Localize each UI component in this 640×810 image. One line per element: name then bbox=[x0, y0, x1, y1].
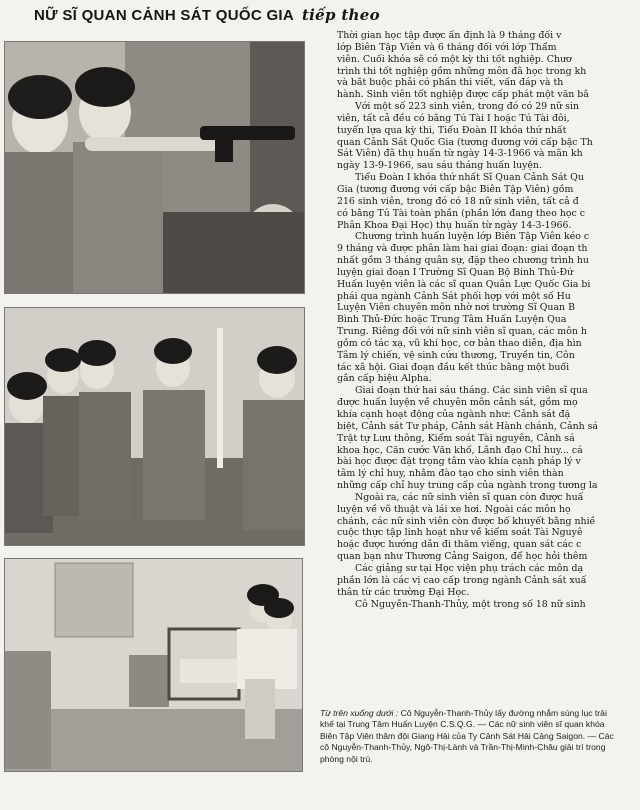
article-line: hoặc được hướng dẫn đi thăm viếng, quan sát các c bbox=[337, 539, 582, 551]
article-line: Gia (tương đương với cấp bậc Biên Tập Viên) gồm bbox=[337, 183, 574, 195]
article-line: Phân Khoa Đại Học) thụ huấn từ ngày 14-3-1966. bbox=[337, 219, 572, 231]
article-line: Cô Nguyễn-Thanh-Thủy, một trong số 18 nữ sinh bbox=[355, 598, 586, 610]
article-line: viên, tất cả đều có bằng Tú Tài I hoặc Tú Tài đôi, bbox=[337, 112, 570, 124]
article-line: bài học được đặt trọng tâm vào khía cạnh pháp lý v bbox=[337, 456, 581, 468]
article-line: phái qua ngành Cảnh Sát phối hợp với một số Hu bbox=[337, 290, 571, 302]
article-line: 9 tháng và được phân làm hai giai đoạn: giai đoạn th bbox=[337, 243, 588, 255]
article-line: luyện về võ thuật và lái xe hơi. Ngoài các môn họ bbox=[337, 503, 571, 515]
article-line: có bằng Tú Tài toàn phần (phần lớn đang theo học c bbox=[337, 207, 585, 219]
article-line: Bình Thủ-Đức hoặc Trung Tâm Huấn Luyện Qua bbox=[337, 314, 567, 326]
article-line: Chương trình huấn luyện lớp Biên Tập Viên kéo c bbox=[355, 231, 590, 243]
article-line: Ngoài ra, các nữ sinh viên sĩ quan còn được huấ bbox=[355, 491, 584, 503]
article-line: và bắt buộc phải có phần thi viết, vấn đáp và th bbox=[337, 77, 564, 89]
article-line: thân từ các trường Đại Học. bbox=[337, 586, 470, 598]
photo-pistol-training bbox=[4, 41, 305, 294]
article-line: Trật tự Lưu thông, Kiểm soát Tài nguyên, Cảnh sá bbox=[337, 432, 575, 444]
article-line: gắn cấp hiệu Alpha. bbox=[337, 373, 432, 385]
article-line: ngày 13-9-1966, sau sáu tháng huấn luyện. bbox=[337, 160, 542, 172]
article-line: được huấn luyện về chuyên môn cảnh sát, gồm mọ bbox=[337, 397, 578, 409]
article-line: Giai đoạn thứ hai sáu tháng. Các sinh viên sĩ qua bbox=[355, 385, 588, 397]
article-line: cuộc thực tập linh hoạt như về kiểm soát Tài Nguyê bbox=[337, 527, 583, 539]
article-line: tuyển lựa qua kỳ thi, Tiểu Đoàn II khóa thứ nhất bbox=[337, 124, 567, 136]
article-line: nhất gồm 3 tháng quân sự, đặp theo chương trình hu bbox=[337, 255, 589, 267]
article-line: lớp Biên Tập Viên và 6 tháng đối với lớp Thẩm bbox=[337, 41, 557, 53]
article-line: gồm có tác xạ, vũ khí học, cơ bản thao diễn, địa hìn bbox=[337, 337, 582, 349]
article-line: biệt, Cảnh sát Tư pháp, Cảnh sát Hành chánh, Cảnh sá bbox=[337, 420, 599, 432]
article-line: quan Cảnh Sát Quốc Gia (tương đương với cấp bậc Th bbox=[337, 136, 593, 148]
page-header bbox=[34, 6, 380, 24]
photo-dormitory bbox=[4, 558, 303, 772]
article-line: 216 sinh viên, trong đó có 18 nữ sinh viên, tất cả đ bbox=[337, 195, 579, 207]
article-line: Thời gian học tập được ấn định là 9 tháng đối v bbox=[337, 30, 562, 41]
article-line: quan bạn như Thương Cảng Saigon, để học hỏi thêm bbox=[337, 551, 588, 563]
article-line: Tâm lý chiến, vệ sinh cứu thương, Truyền tin, Côn bbox=[337, 349, 575, 361]
article-body bbox=[337, 30, 622, 610]
article-line: khoa học, Căn cước Văn khố, Lãnh đạo Chỉ huy... cá bbox=[337, 444, 583, 456]
article-line: viên. Cuối khóa sẽ có một kỳ thi tốt nghiệp. Chươ bbox=[337, 53, 572, 65]
article-line: khía cạnh hoạt động của ngành như: Cảnh sát đặ bbox=[337, 409, 571, 420]
article-line: những cấp chỉ huy trung cấp của ngành trong tương la bbox=[337, 480, 598, 492]
article-line: chánh, các nữ sinh viên còn được bố khuyết bằng nhiề bbox=[337, 515, 596, 527]
photo-caption bbox=[320, 708, 622, 765]
article-line: phần lớn là các vị cao cấp trong ngành Cảnh sát xuấ bbox=[337, 574, 587, 586]
article-line: tâm lý chỉ huy, nhằm đào tạo cho sinh viên thàn bbox=[337, 468, 564, 480]
article-line: hành. Sinh viên tốt nghiệp được cấp phát một văn bằ bbox=[337, 89, 589, 101]
article-subtitle: tiếp theo bbox=[301, 6, 380, 24]
article-line: Với một số 223 sinh viên, trong đó có 29 nữ sin bbox=[355, 101, 580, 113]
article-line: Huấn luyện viên là các sĩ quan Quân Lực Quốc Gia bi bbox=[337, 278, 591, 290]
caption-lead: Từ trên xuống dưới : bbox=[320, 708, 399, 718]
article-line: Các giảng sư tại Học viện phụ trách các môn dạ bbox=[355, 562, 584, 574]
article-line: Sát Viên) đã thụ huấn từ ngày 14-3-1966 và mãn kh bbox=[337, 148, 583, 160]
article-line: Trung. Riêng đối với nữ sinh viên sĩ quan, các môn h bbox=[337, 326, 587, 338]
article-line: Luyện Viên chuyên môn nhờ nơi trường Sĩ Quan B bbox=[337, 302, 575, 314]
article-line: trình thi tốt nghiệp gồm những môn đã học trong kh bbox=[337, 65, 587, 77]
article-title: NỮ SĨ QUAN CẢNH SÁT QUỐC GIA bbox=[34, 7, 294, 24]
photo-river-patrol-visit bbox=[4, 307, 305, 546]
article-line: luyện giai đoạn I Trường Sĩ Quan Bộ Binh Thủ-Đứ bbox=[337, 266, 574, 278]
article-line: Tiểu Đoàn I khóa thứ nhất Sĩ Quan Cảnh Sát Qu bbox=[355, 172, 584, 184]
article-line: tác xã hội. Giai đoạn đầu kết thúc bằng một buổi bbox=[337, 361, 570, 373]
caption-text: Cô Nguyễn-Thanh-Thủy lấy đường nhắm súng lục trải khế tại Trung Tâm Huấn Luyện C.S.Q.G. — Các nữ sinh viên sĩ quan khóa Biên Tập Viên thăm đội Giang Hải của Ty Cảnh Sát Hải Cảng Saigon. — Các cô Nguyễn-Thanh-Thủy, Ngô-Thị-Lành và Trần-Thị-Minh-Châu giải trí trong phòng nội trú. bbox=[320, 708, 614, 764]
